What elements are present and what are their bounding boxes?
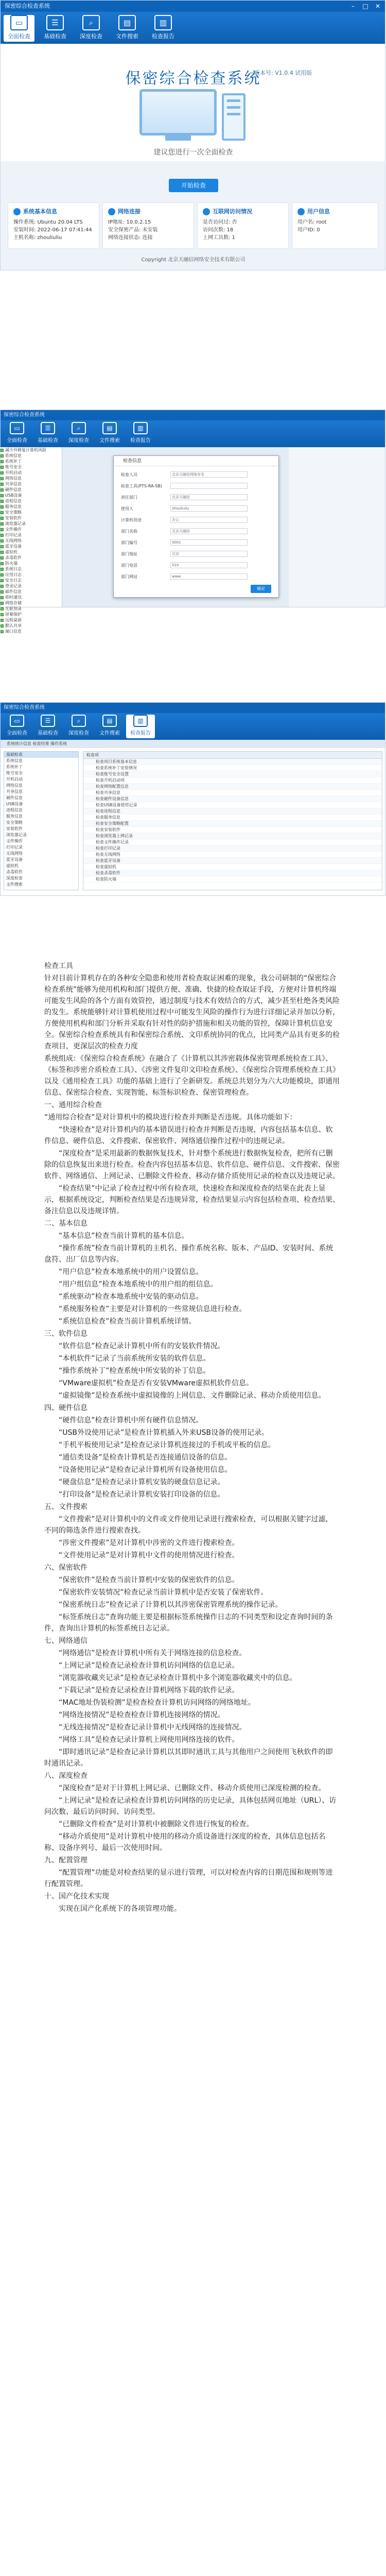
checkbox-icon[interactable]: [1, 454, 4, 457]
field-label: 使用人: [121, 506, 133, 511]
tree-item[interactable]: [1, 589, 62, 595]
tree-item-label: 系统补丁: [5, 459, 22, 464]
doc-paragraph: 一、通用综合检查: [44, 1101, 102, 1109]
doc-paragraph: “MAC地址伪装检测”是检查检查计算机访问网络的网络地址。: [59, 1699, 255, 1707]
tree-item[interactable]: 虚拟机: [6, 863, 19, 868]
table-row[interactable]: 检查浏览器上网记录: [83, 833, 382, 839]
file-icon: ▤: [102, 715, 117, 727]
doc-paragraph: “用户信息”检查本地系统中的用户设置信息。: [59, 1268, 203, 1276]
doc-paragraph: “已删除文件检查”是对计算机中被删除文件进行恢复的检查。: [59, 1820, 254, 1828]
tree-item[interactable]: 系统补丁: [6, 765, 23, 769]
tree-item[interactable]: [1, 583, 62, 589]
tree-item[interactable]: [1, 453, 62, 459]
tree-item-label: 登录记录: [5, 584, 22, 588]
report-icon: ▥: [154, 15, 172, 30]
window-title-bar: 保密综合检查系统: [1, 703, 385, 713]
doc-paragraph: “涉密文件搜索”是对计算机中涉密的文件进行搜索检查。: [59, 1539, 239, 1547]
dialog-field-row: [121, 551, 248, 557]
checkbox-icon[interactable]: [1, 522, 4, 526]
tree-item[interactable]: [1, 504, 62, 510]
field-input[interactable]: 办公: [170, 517, 248, 523]
tree-item-label: 开机启动: [5, 470, 22, 475]
list-icon: ☰: [46, 15, 64, 30]
tree-item[interactable]: [1, 532, 62, 538]
start-check-button[interactable]: 开始检查: [169, 179, 218, 192]
doc-paragraph: “硬盘信息”是检查记录计算机安装的硬盘信息记录。: [59, 1478, 225, 1486]
tree-item[interactable]: [1, 493, 62, 498]
pc-tower-icon: [222, 93, 245, 141]
main-toolbar: [1, 12, 385, 44]
dialog-field-row: [121, 573, 248, 580]
main-toolbar: [1, 420, 385, 447]
checkbox-icon[interactable]: [1, 579, 4, 582]
doc-paragraph: “系统信息检查”检查当前计算机系统详情。: [59, 1317, 196, 1326]
doc-paragraph: “操作系统补丁”检查系统中所安装的补丁信息。: [59, 1367, 210, 1375]
doc-paragraph: “通用综合检查”是对计算机中的模块进行检查并判断是否违规。具体功能如下：: [44, 1113, 297, 1122]
checkbox-icon[interactable]: [1, 613, 4, 616]
table-row[interactable]: 检查安全策略配置: [83, 821, 382, 827]
tree-item[interactable]: [1, 515, 62, 521]
field-label: 部门编号: [121, 540, 137, 545]
doc-paragraph: 六、保密软件: [44, 1564, 87, 1572]
tree-item[interactable]: [1, 544, 62, 549]
checkbox-icon[interactable]: [1, 500, 4, 503]
tree-item[interactable]: [1, 578, 62, 583]
tree-item[interactable]: 共享信息: [6, 789, 23, 794]
tree-item[interactable]: 文件操作: [6, 839, 23, 843]
dialog-field-row: [121, 517, 248, 523]
tab-deep-check[interactable]: ⌕ 深度检查: [64, 422, 93, 446]
doc-paragraph: “标签系统日志”查询功能主要是根据标签系统操作日志的不同类型和设定查询时间的条件，查询出计算机的标签系统日志记录。: [44, 1613, 333, 1633]
table-row[interactable]: 检查共享信息: [83, 790, 382, 796]
minimize-icon[interactable]: –: [352, 3, 355, 10]
doc-paragraph: “USB外设使用记录”是检查计算机插入外来USB设备的使用记录。: [59, 1429, 269, 1437]
hero-panel: [1, 44, 385, 161]
close-icon[interactable]: ✕: [375, 3, 381, 10]
tab-report[interactable]: ▥ 检查报告: [148, 15, 179, 42]
doc-paragraph: “移动介质使用”是对计算机中使用的移动介质设备进行深度的检查，具体信息包括名称、设备序列号、最后一次使用时间。: [44, 1833, 326, 1852]
tree-item[interactable]: [1, 481, 62, 487]
tree-item[interactable]: [1, 606, 62, 612]
tree-item[interactable]: 蓝牙设备: [6, 857, 23, 862]
doc-paragraph: 九、配置管理: [44, 1856, 87, 1865]
field-input[interactable]: www: [170, 573, 248, 580]
globe-icon: [203, 208, 210, 215]
table-row[interactable]: 检查开机启动项: [83, 777, 382, 784]
dialog-field-row: [121, 539, 248, 546]
tree-item[interactable]: 浏览器记录: [6, 833, 27, 837]
tree-item[interactable]: [1, 612, 62, 617]
field-label: 检查工具(PTS-RA-SB): [121, 483, 162, 488]
checkbox-icon[interactable]: [1, 511, 4, 514]
window-title-bar: 保密综合检查系统: [1, 410, 385, 420]
field-label: 检查人员: [121, 472, 137, 477]
checkbox-icon[interactable]: [1, 596, 4, 599]
checkbox-icon[interactable]: [1, 590, 4, 594]
tree-item-label: 浏览器记录: [5, 521, 26, 526]
doc-paragraph: “上网记录”是检查记录检查计算机访问网络的历史记录，具体包括网页地址（URL）、访问次数、最后访问时间、访问类型。: [44, 1797, 337, 1816]
checkbox-icon[interactable]: [1, 466, 4, 469]
internet-access-card: 互联网访问情况 是否访问过: 否 访问次数: 18 上网工具数: 1: [197, 202, 289, 249]
tree-item-label: 账号安全: [5, 465, 22, 469]
checkbox-icon[interactable]: [1, 460, 4, 463]
doc-paragraph: “下载记录”是检查记录检查计算机网络下载的软件记录。: [59, 1686, 239, 1694]
checkbox-icon[interactable]: [1, 556, 4, 560]
file-icon: ▤: [102, 422, 117, 434]
window-title-bar: [1, 1, 385, 12]
sub-tabs[interactable]: 系统统计信息 检查结果 操作系统: [1, 740, 385, 748]
checkbox-icon[interactable]: [1, 568, 4, 571]
tree-item[interactable]: 打印记录: [6, 845, 23, 850]
tree-item-label: 文件操作: [5, 527, 22, 532]
table-row[interactable]: 检查文件操作记录: [83, 839, 382, 845]
field-input[interactable]: [170, 483, 248, 489]
field-input[interactable]: 北京天融信: [170, 528, 248, 534]
doc-paragraph: 针对目前计算机存在的各种安全隐患和使用者检查取证困难的现象，我公司研制的“保密综合检查系统”能够为使用机构和部门提供方便、准确、快捷的检查取证手段，方便对计算机终端可能发生风险的各个方面有效管控，通过制度与技术有效结合的方式，减少甚至杜绝各类风险的发生。系统能够针对计算机使用过程中可能发生风险的操作行为进行详细记录并加以分析，方便使用机构和部门分析并采取有针对性的防护措施和相关功能的管控，保障计算机信息安全。保密综合检查系统具有和保密综合系统、文印系统协同的优点，比同类产品具有更多的检查项目，更深层次的检查力度: [44, 974, 340, 1050]
doc-paragraph: “VMware虚拟机”检查是否有安装VMware虚拟机软件信息。: [59, 1379, 253, 1387]
doc-paragraph: 三、软件信息: [44, 1330, 87, 1338]
search-icon: ⌕: [72, 422, 86, 434]
check-result-screenshot: [0, 702, 385, 896]
tab-deep-check[interactable]: ⌕ 深度检查: [64, 715, 93, 738]
field-label: 部门电话: [121, 563, 137, 568]
tree-item[interactable]: [1, 549, 62, 555]
tree-item[interactable]: [1, 476, 62, 481]
doc-paragraph: “保密软件”是检查当前计算机中安装的保密软件的信息。: [59, 1576, 239, 1584]
checkbox-icon[interactable]: [1, 585, 4, 588]
tree-item-label: 网络信息: [5, 476, 22, 481]
tree-item[interactable]: 安装软件: [6, 826, 23, 831]
dialog-field-row: [121, 471, 248, 478]
tab-basic-check[interactable]: ☰ 基础检查: [33, 715, 62, 738]
description-document: [44, 960, 340, 1916]
tab-file-search[interactable]: ▤ 文件搜索: [95, 422, 124, 446]
tree-item-label: 屏幕保护: [5, 612, 22, 617]
doc-paragraph: “深度检查”是采用最新的数据恢复技术，针对整个系统进行数据恢复检查，把所有已删除的信息恢复出来进行检查。检查内容包括基本信息、软件信息、硬件信息、文件搜索、保密软件、网络通信、上网记录、已删除文件检查、移动存储介质使用记录的检查以及违规记录。: [44, 1149, 340, 1180]
tree-item[interactable]: [1, 470, 62, 476]
checkbox-icon[interactable]: [1, 528, 4, 531]
tree-item[interactable]: [1, 555, 62, 561]
doc-paragraph: “本机软件”记录了当前系统所安装的软件信息。: [59, 1354, 210, 1363]
table-row[interactable]: 检查USB设备使用记录: [83, 802, 382, 808]
tree-item-label: 无线网络: [5, 538, 22, 543]
tree-item[interactable]: [1, 447, 62, 453]
tree-item[interactable]: 系统信息: [6, 758, 23, 763]
doc-paragraph: “系统驱动”检查本地系统中安装的驱动信息。: [59, 1293, 203, 1301]
field-input[interactable]: zhouliuliu: [170, 505, 248, 512]
check-items-tree: [1, 447, 62, 634]
dialog-field-row: [121, 494, 248, 500]
tree-item-label: 网络存储: [5, 601, 22, 605]
field-label: 部门网站: [121, 574, 137, 579]
dialog-field-row: [121, 528, 248, 534]
doc-paragraph: “网络连接情况”是检查检查计算机连接网络的情况。: [59, 1711, 225, 1719]
doc-paragraph: “无线连接情况”是检查记录计算机中无线网络的连接情况。: [59, 1723, 247, 1732]
doc-paragraph: “检查结果”中记录了检查过程中所有检查项，快速检查和深度检查的结果在此表上显示，根据系统设定，判断检查结果是否违规异常，检查结果显示内容包括检查项、检查结果、备注信息以及违规详情。: [44, 1184, 340, 1215]
doc-paragraph: “深度检查”是对于计算机上网记录、已删除文件、移动介质使用已深度检测的检查。: [59, 1784, 326, 1792]
tree-item-label: 邮件信息: [5, 589, 22, 594]
doc-paragraph: “即时通讯记录”是检查记录计算机以其即时通讯工具与其他用户之间使用飞秋软件的即时通讯记录。: [44, 1748, 333, 1768]
version-label: 版本号: V1.0.4 试用版: [254, 70, 312, 76]
tree-item-label: 杀毒软件: [5, 555, 22, 560]
tree-item[interactable]: USB设备: [6, 802, 23, 806]
computer-illustration-icon: [139, 89, 217, 135]
field-label: 部门地址: [121, 551, 137, 556]
checkbox-icon[interactable]: [1, 471, 4, 474]
dialog-field-row: [121, 505, 248, 512]
doc-paragraph: “设备使用记录”是检查记录计算机所有设备使用信息。: [59, 1466, 232, 1474]
field-label: 部门名称: [121, 529, 137, 534]
tree-item[interactable]: [1, 623, 62, 629]
table-row[interactable]: 检查网络配置信息: [83, 784, 382, 790]
tree-item[interactable]: 文件搜索: [6, 882, 23, 887]
tree-item[interactable]: [1, 600, 62, 606]
checkbox-icon[interactable]: [1, 630, 4, 633]
checkbox-icon[interactable]: [1, 624, 4, 628]
tree-item[interactable]: [1, 629, 62, 634]
tree-item[interactable]: [1, 595, 62, 600]
table-row[interactable]: 检查防火墙: [83, 876, 382, 883]
list-icon: ☰: [41, 422, 55, 434]
checkbox-icon[interactable]: [1, 534, 4, 537]
field-input[interactable]: 北京天融信: [170, 494, 248, 500]
tree-item-label: 虚拟机: [5, 550, 17, 554]
tree-item[interactable]: [1, 487, 62, 493]
monitor-icon: ▭: [10, 15, 28, 30]
checkbox-icon[interactable]: [1, 505, 4, 509]
table-row[interactable]: 检查蓝牙设备: [83, 858, 382, 864]
checkbox-icon[interactable]: [1, 494, 4, 497]
network-icon: [108, 208, 115, 215]
tree-item-label: 打印记录: [5, 533, 22, 537]
tree-item-label: 远程桌面: [5, 618, 22, 622]
report-icon: ▥: [133, 715, 148, 727]
tab-full-check[interactable]: ▭ 全面检查: [3, 422, 31, 446]
doc-paragraph: 四、硬件信息: [44, 1404, 87, 1412]
tab-file-search[interactable]: ▤ 文件搜索: [112, 15, 143, 42]
tree-item[interactable]: 杀毒软件: [6, 870, 23, 874]
doc-paragraph: “用户组信息”检查本地系统中的用户组的组信息。: [59, 1280, 218, 1289]
tree-item-label: 安全日志: [5, 578, 22, 583]
field-input[interactable]: 0001: [170, 539, 248, 546]
field-label: 计算机用途: [121, 517, 142, 522]
checkbox-icon[interactable]: [1, 517, 4, 520]
tree-item[interactable]: 开机启动: [6, 777, 23, 782]
field-input[interactable]: 010: [170, 562, 248, 568]
tree-item[interactable]: 无线网络: [6, 851, 23, 856]
tree-item-label: 默认共享: [5, 623, 22, 628]
tree-item-label: 安装软件: [5, 516, 22, 520]
tree-item[interactable]: 服务信息: [6, 814, 23, 819]
doc-paragraph: “上网记录”是检查记录检查计算机访问网络的信息记录。: [59, 1662, 239, 1670]
table-row[interactable]: 检查进程信息: [83, 808, 382, 815]
tree-item-label: 应用日志: [5, 572, 22, 577]
checkbox-icon[interactable]: [1, 545, 4, 548]
doc-paragraph: “系统服务检查”主要是对计算机的一些常规信息进行检查。: [59, 1305, 247, 1313]
table-row[interactable]: 检查账号安全设置: [83, 771, 382, 777]
doc-paragraph: 实现在国产化系统下的各项管理功能。: [59, 1905, 181, 1913]
user-icon: [297, 208, 305, 215]
checkbox-icon[interactable]: [1, 551, 4, 554]
doc-paragraph: “保密系统日志”检查记录了计算机以其涉密保密管理系统的操作记录。: [59, 1601, 283, 1609]
table-row[interactable]: 检查无线网络: [83, 852, 382, 858]
doc-paragraph: 二、基本信息: [44, 1219, 87, 1228]
checkbox-icon[interactable]: [1, 483, 4, 486]
result-tree: [4, 751, 79, 890]
tab-report[interactable]: ▥ 检查报告: [126, 715, 155, 738]
tree-item[interactable]: [1, 464, 62, 470]
window-title: 保密综合检查系统: [5, 3, 50, 9]
tree-item-label: 系统日志: [5, 567, 22, 571]
tree-item[interactable]: 硬件信息: [6, 795, 23, 800]
dialog-field-row: [121, 562, 248, 568]
table-row[interactable]: 检查打印记录: [83, 845, 382, 852]
app-title: 保密综合检查系统: [125, 70, 261, 88]
tree-item-label: 系统信息: [5, 453, 22, 458]
checkbox-icon[interactable]: [1, 607, 4, 611]
dialog-title: 检查信息: [114, 456, 278, 466]
doc-paragraph: 八、深度检查: [44, 1772, 87, 1780]
tree-item[interactable]: [1, 510, 62, 515]
doc-paragraph: “操作系统”检查当前计算机的主机名、操作系统名称、版本、产品ID、安装时间、系统盘符、出厂信息等内容。: [44, 1244, 334, 1264]
doc-paragraph: “手机平板使用记录”是检查记录计算机连接过的手机或平板的信息。: [59, 1441, 275, 1449]
tree-item[interactable]: [1, 572, 62, 578]
tree-item[interactable]: 安全策略: [6, 820, 23, 825]
tree-item-label: 端口信息: [5, 629, 22, 634]
info-icon: [13, 208, 21, 215]
checkbox-icon[interactable]: [1, 573, 4, 577]
tab-full-check[interactable]: ▭ 全面检查: [4, 15, 34, 42]
tree-item-label: USB设备: [5, 493, 22, 498]
tree-item-label: 进程信息: [5, 499, 22, 503]
tree-item-label: 安全策略: [5, 510, 22, 515]
file-icon: ▤: [118, 15, 136, 30]
search-icon: ⌕: [82, 15, 100, 30]
tree-item[interactable]: [1, 617, 62, 623]
network-card: 网络连接 IP地址: 10.0.2.15 安全保密产品: 未安装 网络连接状态: 连接: [102, 202, 194, 249]
user-info-card: 用户信息 用户名: root 用户ID: 0: [292, 202, 378, 249]
checkbox-icon[interactable]: [1, 449, 4, 452]
tree-item-label: 共享信息: [5, 482, 22, 486]
tree-item-label: 减少并修复计算机风险: [5, 448, 46, 452]
tree-item-label: 硬件信息: [5, 487, 22, 492]
tree-item[interactable]: 账号安全: [6, 771, 23, 775]
dialog-field-row: [121, 483, 248, 489]
main-window-screenshot: [0, 0, 385, 270]
doc-paragraph: “文件使用记录”是对计算机中文件的使用情况进行检查。: [59, 1551, 239, 1560]
check-hint: 建议您进行一次全面检查: [153, 148, 233, 157]
checkbox-icon[interactable]: [1, 477, 4, 480]
tree-item[interactable]: [1, 566, 62, 572]
tab-basic-check[interactable]: ☰ 基础检查: [40, 15, 71, 42]
result-panel: [289, 447, 385, 607]
table-row[interactable]: 检查硬件设备信息: [83, 796, 382, 802]
search-icon: ⌕: [72, 715, 86, 727]
check-info-dialog-screenshot: [0, 410, 385, 634]
table-row[interactable]: 检查杀毒软件: [83, 870, 382, 876]
tree-item[interactable]: [1, 521, 62, 527]
doc-paragraph: 七、网络通信: [44, 1637, 87, 1645]
maximize-icon[interactable]: □: [362, 3, 369, 10]
doc-paragraph: “文件搜索”是对计算机中的文件或文件使用记录进行搜索检查，可以根据关键字过滤，不同的筛选条件进行搜索查找。: [44, 1515, 333, 1535]
table-row[interactable]: 检查项目系统基本信息: [83, 759, 382, 765]
doc-paragraph: 检查工具: [44, 962, 73, 970]
tree-item[interactable]: 网络信息: [6, 783, 23, 788]
doc-paragraph: 五、文件搜索: [44, 1503, 87, 1511]
tree-item[interactable]: [1, 498, 62, 504]
system-info-card: 系统基本信息 操作系统: Ubuntu 20.04 LTS 安装时间: 2022-06-17 07:41:44 主机名称: zhouliuliu: [8, 202, 99, 249]
doc-paragraph: “打印设备”是检查记录计算机安装打印设备的信息。: [59, 1490, 225, 1499]
doc-paragraph: “浏览器收藏夹记录”是检查记录检查计算机中多个浏览器收藏夹中的信息。: [59, 1674, 297, 1682]
doc-paragraph: 系统组成：《保密综合检查系统》在融合了《计算机以其涉密载体保密管理系统检查工具》、《标签和涉密介质检查工具》、《涉密文件复印文印检查系统》、《保密综合管理系统检查工具》以及《通用检查工具》功能的基础上进行了全新研发。系统总共划分为六大功能模块，即通用信息、保密综合检查、实现智能、标签标识检查、保密管理检查。: [44, 1055, 340, 1097]
tree-item-label: 蓝牙设备: [5, 544, 22, 549]
result-grid: [83, 751, 382, 890]
checkbox-icon[interactable]: [1, 619, 4, 622]
main-toolbar: [1, 713, 385, 740]
field-label: 责任部门: [121, 495, 137, 500]
tab-report[interactable]: ▥ 检查报告: [126, 422, 155, 446]
table-row[interactable]: 检查虚拟机: [83, 864, 382, 870]
field-input[interactable]: 北京: [170, 551, 248, 557]
tree-item-label: 光驱刻录: [5, 606, 22, 611]
tree-item[interactable]: [1, 538, 62, 544]
doc-paragraph: “网络工具”是检查记录计算机上网使用网络连接的软件。: [59, 1736, 239, 1744]
doc-paragraph: “通信类设备”是检查计算机是否连接通信设备的信息。: [59, 1453, 232, 1462]
tab-basic-check[interactable]: ☰ 基础检查: [33, 422, 62, 446]
table-row[interactable]: 检查服务信息: [83, 815, 382, 821]
doc-paragraph: “软件信息”检查记录计算机中所有的安装软件情况。: [59, 1342, 225, 1350]
doc-paragraph: 十、国产化技术实现: [44, 1892, 109, 1901]
tree-item[interactable]: 深度检查: [6, 876, 23, 880]
tab-full-check[interactable]: ▭ 全面检查: [3, 715, 31, 738]
doc-paragraph: “虚拟镜像”是检查系统中虚拟镜像的上网信息、文件删除记录、移动介质使用信息。: [59, 1392, 326, 1400]
checkbox-icon[interactable]: [1, 539, 4, 543]
tree-item-label: 即时通讯: [5, 595, 22, 600]
doc-paragraph: “保密软件安装情况”检查记录当前计算机中是否安装了保密软件。: [59, 1588, 268, 1597]
tab-deep-check[interactable]: ⌕ 深度检查: [76, 15, 107, 42]
tab-file-search[interactable]: ▤ 文件搜索: [95, 715, 124, 738]
tree-item[interactable]: [1, 459, 62, 464]
tree-item-label: 服务信息: [5, 504, 22, 509]
monitor-stand-icon: [165, 135, 191, 141]
doc-paragraph: “配置管理”功能是对检查结果的显示进行管理，可以对检查内容的日期范围和规则等进行配置管理。: [44, 1869, 333, 1888]
checkbox-icon[interactable]: [1, 602, 4, 605]
monitor-icon: ▭: [10, 422, 24, 434]
list-icon: ☰: [41, 715, 55, 727]
monitor-icon: ▭: [10, 715, 24, 727]
tree-item[interactable]: [1, 527, 62, 532]
tree-item[interactable]: 进程信息: [6, 808, 23, 812]
table-row[interactable]: 检查安装软件: [83, 827, 382, 833]
doc-paragraph: “快速检查”是对计算机内的基本错误进行检查并判断是否违规，内容包括基本信息、软件信息、硬件信息、文件搜索、保密软件、网络通信操作过程中的违规记录。: [44, 1126, 333, 1145]
doc-paragraph: “基本信息”检查当前计算机的基本信息。: [59, 1232, 189, 1240]
grid-header: 检查项: [83, 752, 382, 759]
tree-item-label: 防火墙: [5, 561, 17, 566]
tree-item[interactable]: 基础检查: [4, 752, 78, 758]
table-row[interactable]: 检查系统补丁安装情况: [83, 765, 382, 771]
tree-item[interactable]: [1, 561, 62, 566]
report-icon: ▥: [133, 422, 148, 434]
doc-paragraph: “硬件信息”检查计算机中所有硬件信息情况。: [59, 1416, 203, 1425]
field-input[interactable]: 北京天融信网络安全: [170, 471, 248, 478]
copyright: Copyright 北京天融信网络安全技术有限公司: [141, 257, 245, 263]
checkbox-icon[interactable]: [1, 562, 4, 565]
ok-button[interactable]: 确定: [251, 585, 271, 593]
checkbox-icon[interactable]: [1, 488, 4, 492]
check-info-dialog: [113, 455, 279, 598]
doc-paragraph: “网络通信”是检查计算机中所有关于网络连接的信息检查。: [59, 1649, 247, 1657]
